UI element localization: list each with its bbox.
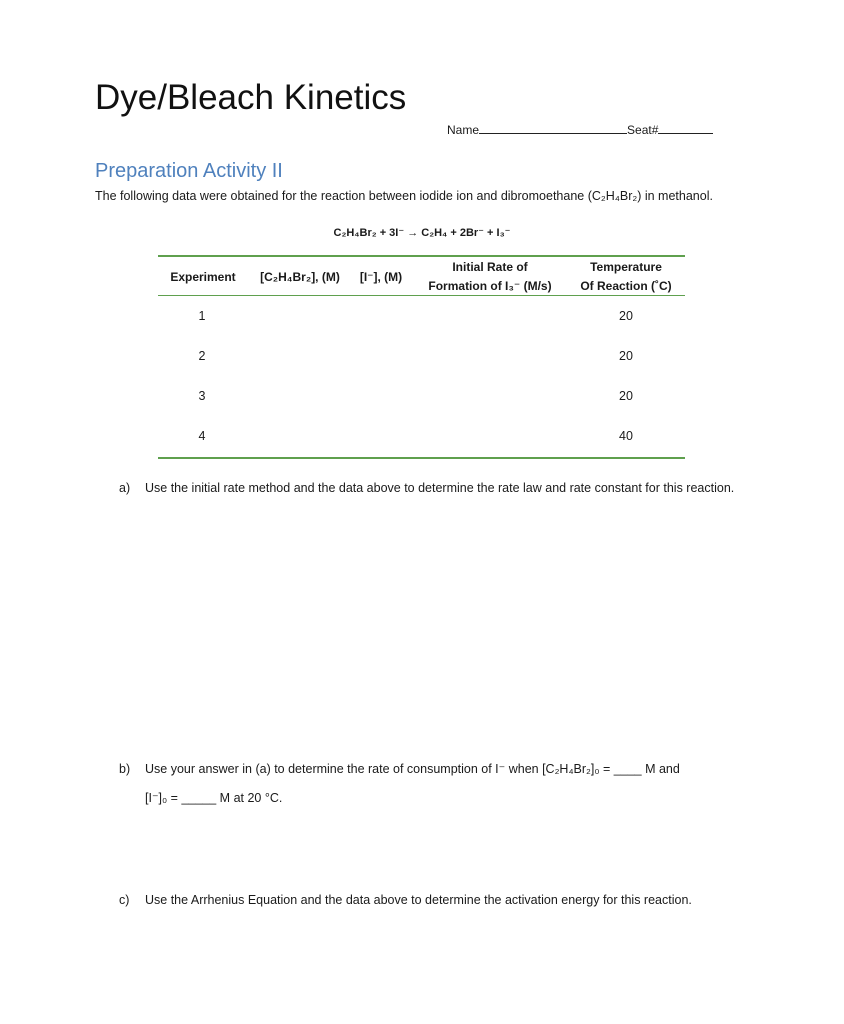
table-row [158, 388, 685, 405]
header-temp-line1: Temperature [590, 260, 662, 274]
table-row [158, 308, 685, 325]
name-seat-line [447, 122, 713, 138]
question-b-line1: Use your answer in (a) to determine the rate of consumption of I⁻ when [C₂H₄Br₂]₀ = ____ M and [145, 762, 680, 776]
header-temp-line2: Of Reaction (˚C) [580, 279, 672, 293]
table-header-rule [158, 295, 685, 296]
cell-experiment: 1 [198, 309, 206, 323]
section-heading: Preparation Activity II [95, 160, 283, 182]
name-label: Name [447, 123, 480, 137]
question-b-line2: [I⁻]₀ = _____ M at 20 °C. [145, 791, 283, 805]
header-rate-line1: Initial Rate of [452, 260, 528, 274]
page-title: Dye/Bleach Kinetics [95, 78, 407, 117]
header-rate-line2: Formation of I₃⁻ (M/s) [428, 279, 552, 293]
cell-temperature: 20 [619, 309, 633, 323]
cell-experiment: 3 [198, 389, 206, 403]
cell-experiment: 2 [198, 349, 206, 363]
intro-text: The following data were obtained for the reaction between iodide ion and dibromoethane (C₂H₄Br₂) in methanol. [95, 189, 713, 203]
reaction-equation: C₂H₄Br₂ + 3I⁻ → C₂H₄ + 2Br⁻ + I₃⁻ [333, 227, 511, 239]
cell-temperature: 40 [619, 429, 633, 443]
question-c-label: c) [119, 893, 130, 907]
header-experiment: Experiment [170, 270, 236, 284]
question-a-label: a) [119, 481, 131, 495]
table-bottom-rule [158, 457, 685, 459]
cell-temperature: 20 [619, 349, 633, 363]
header-temperature [570, 258, 682, 296]
table-top-rule [158, 255, 685, 257]
header-rate [414, 258, 566, 296]
seat-blank[interactable] [658, 122, 713, 134]
question-a-text: Use the initial rate method and the data above to determine the rate law and rate constant for this reaction. [145, 481, 735, 495]
seat-label: Seat# [627, 123, 659, 137]
cell-temperature: 20 [619, 389, 633, 403]
cell-experiment: 4 [198, 429, 206, 443]
question-c-text: Use the Arrhenius Equation and the data above to determine the activation energy for this reaction. [145, 893, 692, 907]
name-blank[interactable] [479, 122, 627, 134]
table-row [158, 348, 685, 365]
question-b-label: b) [119, 762, 131, 776]
header-c2h4br2: [C₂H₄Br₂], (M) [260, 270, 340, 284]
header-iodide: [I⁻], (M) [359, 270, 403, 284]
table-row [158, 428, 685, 445]
